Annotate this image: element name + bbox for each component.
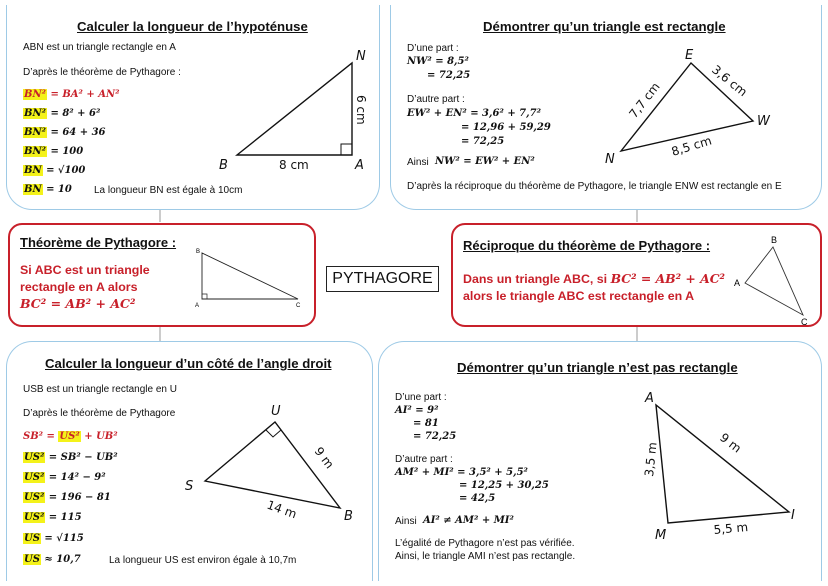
- notrect-line-5: = 12,25 + 30,25: [459, 480, 549, 491]
- card-hypotenuse: [6, 5, 380, 210]
- side-step-0: SB² = US² + UB²: [23, 431, 118, 442]
- rect-label-e: E: [685, 48, 694, 63]
- notrect-conclusion-2: Ainsi, le triangle AMI n’est pas rectangle.: [395, 551, 576, 562]
- rect-line-4: = 12,96 + 59,29: [461, 122, 551, 133]
- card-converse: [451, 223, 822, 327]
- converse-triangle-figure: [731, 233, 823, 325]
- rect-label-nw: 8,5 cm: [669, 133, 714, 159]
- theorem-label-c: C: [296, 303, 301, 309]
- card-leg-length: [6, 341, 373, 581]
- rect-line-6: NW² = EW² + EN²: [435, 156, 535, 167]
- rect-label-n: N: [605, 152, 615, 167]
- theorem-title: Théorème de Pythagore :: [20, 235, 177, 250]
- side-step-6: US ≈ 10,7: [24, 554, 81, 565]
- rect-conclusion: D’après la réciproque du théorème de Pythagore, le triangle ENW est rectangle en E: [407, 181, 782, 192]
- rect-line-1: NW² = 8,5²: [407, 56, 469, 67]
- hyp-step-2: BN² = 8² + 6²: [24, 108, 101, 119]
- rect-part1: D’une part :: [407, 43, 459, 54]
- hyp-label-b: B: [219, 158, 228, 173]
- rect-ainsi: Ainsi: [407, 157, 429, 168]
- converse-line-2: alors le triangle ABC est rectangle en A: [463, 289, 695, 303]
- side-label-s: S: [185, 479, 194, 494]
- hyp-step-6: BN = 10: [24, 184, 72, 195]
- notrect-label-i: I: [791, 508, 795, 523]
- hyp-label-base: 8 cm: [279, 158, 309, 172]
- rect-label-ew: 3,6 cm: [709, 62, 750, 100]
- rect-label-w: W: [757, 114, 770, 129]
- hyp-label-height: 6 cm: [354, 95, 368, 125]
- card-prove-not-right: [378, 341, 822, 581]
- side-step-4: US² = 115: [24, 512, 82, 523]
- notrect-line-4: AM² + MI² = 3,5² + 5,5²: [395, 467, 528, 478]
- theorem-line-1: Si ABC est un triangle: [20, 263, 150, 277]
- hyp-step-5: BN = √100: [24, 165, 86, 176]
- rect-part2: D’autre part :: [407, 94, 465, 105]
- theorem-triangle-figure: [190, 245, 310, 315]
- hyp-title: Calculer la longueur de l’hypoténuse: [77, 19, 308, 34]
- notrect-part1: D’une part :: [395, 392, 447, 403]
- notrect-line-1: AI² = 9²: [395, 405, 439, 416]
- side-step-2: US² = 14² − 9²: [24, 472, 106, 483]
- notrect-line-6: = 42,5: [459, 493, 496, 504]
- side-conclusion: La longueur US est environ égale à 10,7m: [109, 555, 297, 566]
- hyp-step-3: BN² = 64 + 36: [24, 127, 106, 138]
- notrect-conclusion-1: L’égalité de Pythagore n’est pas vérifiée.: [395, 538, 575, 549]
- hyp-conclusion: La longueur BN est égale à 10cm: [94, 185, 243, 196]
- hyp-theorem: D’après le théorème de Pythagore :: [23, 67, 181, 78]
- notrect-line-3: = 72,25: [413, 431, 457, 442]
- rect-title: Démontrer qu’un triangle est rectangle: [483, 19, 726, 34]
- rect-label-en: 7,7 cm: [626, 79, 663, 121]
- notrect-label-mi: 5,5 m: [713, 520, 749, 537]
- side-label-ub: 9 m: [311, 444, 337, 472]
- notrect-label-m: M: [655, 528, 667, 543]
- side-title: Calculer la longueur d’un côté de l’angle droit: [45, 356, 332, 371]
- side-theorem: D’après le théorème de Pythagore: [23, 408, 176, 419]
- rect-line-3: EW² + EN² = 3,6² + 7,7²: [407, 108, 541, 119]
- notrect-line-2: = 81: [413, 418, 439, 429]
- hyp-triangle-figure: [207, 45, 377, 180]
- hyp-step-1: BN² = BA² + AN²: [24, 89, 120, 100]
- center-label: PYTHAGORE: [326, 266, 439, 292]
- notrect-label-ai: 9 m: [717, 430, 745, 456]
- notrect-label-a: A: [645, 391, 654, 406]
- card-theorem: [8, 223, 316, 327]
- notrect-triangle-figure: [619, 387, 819, 547]
- card-prove-right: [390, 5, 822, 210]
- converse-label-b: B: [771, 235, 778, 245]
- rect-line-2: = 72,25: [427, 70, 471, 81]
- theorem-label-a: A: [195, 303, 200, 309]
- notrect-part2: D’autre part :: [395, 454, 453, 465]
- side-label-sb: 14 m: [264, 497, 299, 522]
- theorem-line-2: rectangle en A alors: [20, 280, 138, 294]
- notrect-label-am: 3,5 m: [642, 441, 660, 478]
- theorem-formula: BC² = AB² + AC²: [20, 296, 136, 311]
- side-step-3: US² = 196 − 81: [24, 492, 111, 503]
- side-label-u: U: [271, 404, 281, 419]
- theorem-label-b: B: [196, 249, 201, 255]
- side-step-1: US² = SB² − UB²: [24, 452, 118, 463]
- hyp-intro: ABN est un triangle rectangle en A: [23, 42, 176, 53]
- hyp-label-a: A: [355, 158, 364, 173]
- notrect-line-7: AI² ≠ AM² + MI²: [423, 515, 514, 526]
- converse-line-1: Dans un triangle ABC, si BC² = AB² + AC²: [463, 271, 725, 286]
- side-step-5: US = √115: [24, 533, 84, 544]
- rect-line-5: = 72,25: [461, 136, 505, 147]
- hyp-step-4: BN² = 100: [24, 146, 84, 157]
- notrect-ainsi: Ainsi: [395, 516, 417, 527]
- side-label-b: B: [344, 509, 353, 524]
- hyp-label-n: N: [356, 49, 366, 64]
- converse-label-a: A: [734, 278, 741, 288]
- side-intro: USB est un triangle rectangle en U: [23, 384, 177, 395]
- rect-triangle-figure: [601, 45, 771, 170]
- notrect-title: Démontrer qu’un triangle n’est pas rectangle: [457, 360, 738, 375]
- converse-title: Réciproque du théorème de Pythagore :: [463, 238, 711, 253]
- side-triangle-figure: [177, 397, 367, 532]
- converse-label-c: C: [801, 317, 808, 327]
